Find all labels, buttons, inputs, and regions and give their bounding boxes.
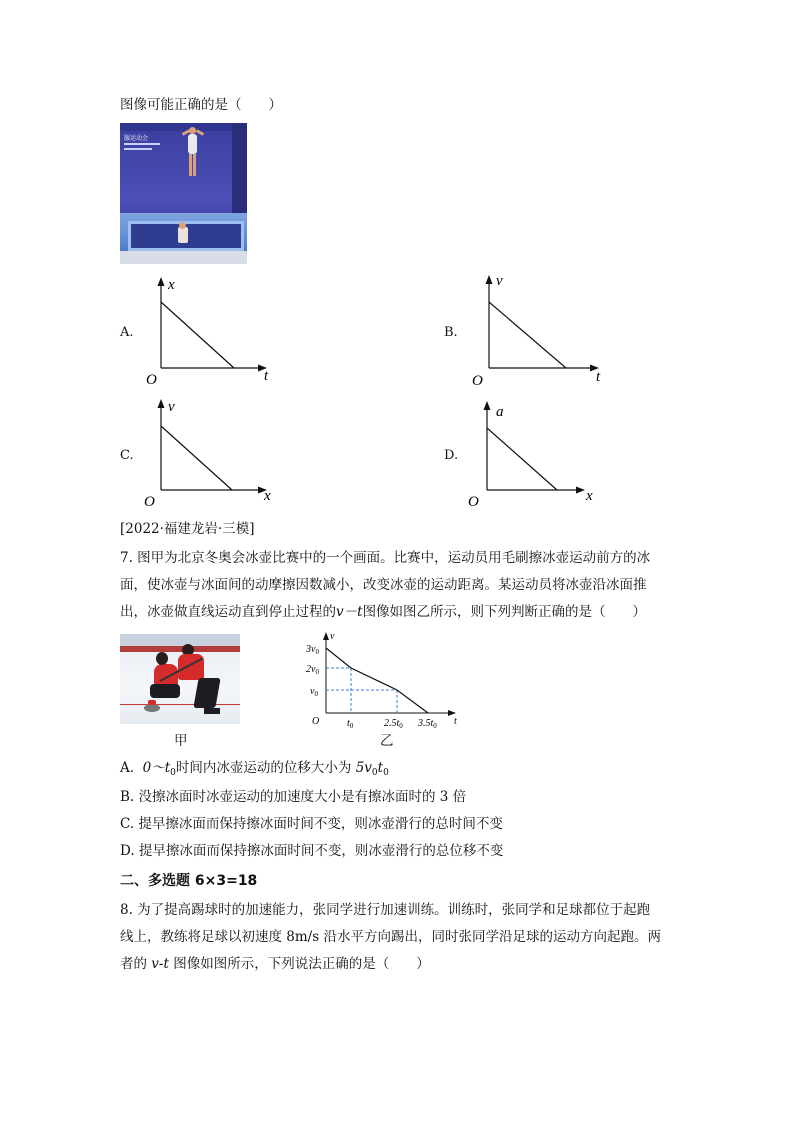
option-a-origin: O bbox=[146, 372, 157, 388]
q7-line-2: 面，使冰壶与冰面间的动摩擦因数减小，改变冰壶的运动距离。某运动员将冰壶沿冰面推 bbox=[120, 577, 647, 593]
vt-tick-2-5t0: $2.5t_0$ bbox=[384, 718, 403, 730]
option-b-y-axis-label: v bbox=[496, 273, 503, 289]
q7-line-3: 出，冰壶做直线运动直到停止过程的v－t图像如图乙所示，则下列判断正确的是（ ） bbox=[120, 604, 647, 620]
section-heading-multi-choice: 二、多选题 6×3=18 bbox=[120, 873, 258, 889]
q7-option-a: A. $0\sim t_0$时间内冰壶运动的位移大小为 $5v_0t_0$ bbox=[120, 760, 389, 778]
q7-option-d: D. 提早擦冰面而保持擦冰面时间不变，则冰壶滑行的总位移不变 bbox=[120, 843, 504, 859]
q6-tail-text: 图像可能正确的是（ ） bbox=[120, 97, 282, 113]
option-c-y-axis-label: v bbox=[168, 399, 175, 415]
q8-line-2: 线上，教练将足球以初速度 8m/s 沿水平方向踢出，同时张同学沿足球的运动方向起跑。两 bbox=[120, 929, 661, 945]
q8-line-3: 者的 v-t 图像如图所示，下列说法正确的是（ ） bbox=[120, 956, 430, 972]
option-b-graph bbox=[468, 270, 618, 390]
option-a-label: A. bbox=[120, 325, 134, 340]
option-d-origin: O bbox=[468, 494, 479, 510]
vt-tick-3-5t0: $3.5t_0$ bbox=[418, 718, 437, 730]
option-c-x-axis-label: x bbox=[264, 488, 271, 504]
trampoline-photo bbox=[120, 123, 247, 264]
curling-stone bbox=[144, 704, 160, 712]
caption-yi: 乙 bbox=[380, 733, 394, 749]
option-a-y-axis-label: x bbox=[168, 277, 175, 293]
option-b-x-axis-label: t bbox=[596, 369, 601, 385]
option-c-graph bbox=[140, 394, 290, 512]
caption-jia: 甲 bbox=[174, 733, 188, 749]
q7-line-1: 7. 图甲为北京冬奥会冰壶比赛中的一个画面。比赛中，运动员用毛刷擦冰壶运动前方的冰 bbox=[120, 550, 651, 566]
option-d-label: D. bbox=[444, 448, 459, 463]
option-b-origin: O bbox=[472, 373, 483, 389]
vt-y-axis-label: v bbox=[330, 631, 335, 642]
option-d-y-axis-label: a bbox=[496, 404, 504, 420]
option-a-x-axis-label: t bbox=[264, 368, 269, 384]
curling-photo bbox=[120, 634, 240, 724]
option-a-graph bbox=[140, 272, 290, 390]
option-b-label: B. bbox=[444, 325, 458, 340]
q7-option-c: C. 提早擦冰面而保持擦冰面时间不变，则冰壶滑行的总时间不变 bbox=[120, 816, 503, 832]
q8-line-1: 8. 为了提高踢球时的加速能力，张同学进行加速训练。训练时，张同学和足球都位于起跑 bbox=[120, 902, 651, 918]
vt-tick-t0: $t_0$ bbox=[347, 718, 354, 730]
vt-tick-2v0: $2v_0$ bbox=[306, 664, 319, 676]
vt-tick-3v0: $3v_0$ bbox=[306, 644, 319, 656]
option-d-graph bbox=[466, 396, 616, 512]
source-tag: [2022·福建龙岩·三模] bbox=[120, 521, 255, 537]
option-d-x-axis-label: x bbox=[586, 488, 593, 504]
vt-x-axis-label: t bbox=[454, 716, 457, 727]
option-c-label: C. bbox=[120, 448, 134, 463]
vt-tick-v0: $v_0$ bbox=[310, 686, 318, 698]
q7-option-b: B. 没擦冰面时冰壶运动的加速度大小是有擦冰面时的 3 倍 bbox=[120, 789, 467, 805]
vt-origin: O bbox=[312, 716, 320, 727]
option-c-origin: O bbox=[144, 494, 155, 510]
athlete-figure bbox=[182, 127, 204, 179]
vt-graph bbox=[298, 628, 468, 732]
photo-banner-text: 服运动会 bbox=[124, 135, 149, 142]
